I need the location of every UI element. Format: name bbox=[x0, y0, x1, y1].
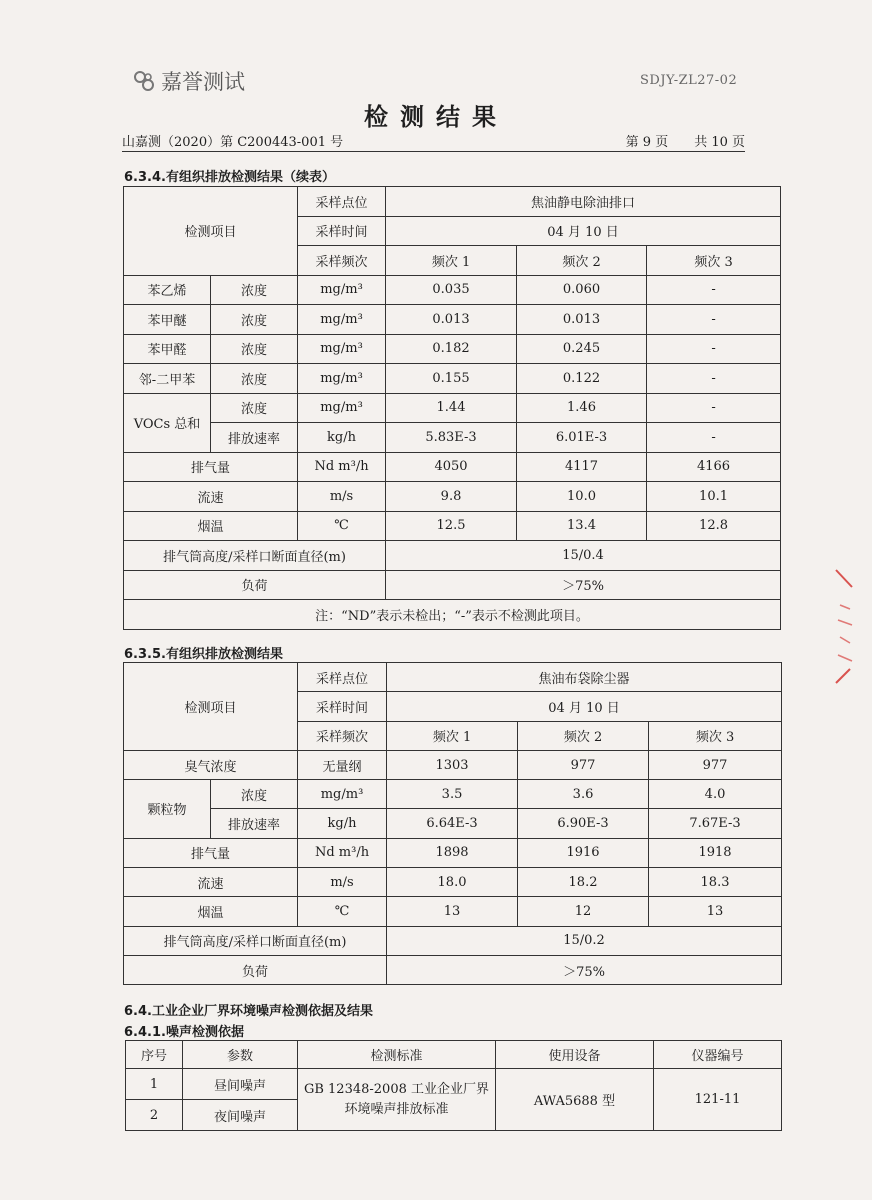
device: AWA5688 型 bbox=[496, 1069, 654, 1131]
parameter: 浓度 bbox=[211, 364, 298, 394]
value: 0.245 bbox=[517, 334, 647, 364]
value: 1303 bbox=[387, 750, 518, 779]
column-header: 检测标准 bbox=[298, 1041, 496, 1069]
parameter: 夜间噪声 bbox=[183, 1100, 298, 1131]
unit: mg/m³ bbox=[298, 780, 387, 809]
freq-header: 频次 2 bbox=[517, 246, 647, 276]
instrument-number: 121-11 bbox=[654, 1069, 782, 1131]
value: 6.01E-3 bbox=[517, 423, 647, 453]
table-row bbox=[124, 750, 782, 779]
item-name: 负荷 bbox=[124, 955, 387, 984]
item-name: 烟温 bbox=[124, 897, 298, 926]
table-row bbox=[124, 838, 782, 867]
table-row bbox=[124, 780, 782, 809]
value: 15/0.4 bbox=[386, 541, 781, 571]
table-row bbox=[124, 570, 781, 600]
value: ＞75% bbox=[386, 570, 781, 600]
table-row bbox=[124, 334, 781, 364]
column-header: 仪器编号 bbox=[654, 1041, 782, 1069]
value: 12.8 bbox=[647, 511, 781, 541]
unit: mg/m³ bbox=[298, 305, 386, 335]
table-row bbox=[124, 955, 782, 984]
table-row bbox=[124, 423, 781, 453]
table-row bbox=[124, 897, 782, 926]
pollutant-name: 颗粒物 bbox=[124, 780, 211, 839]
value: 10.0 bbox=[517, 482, 647, 512]
value: 13.4 bbox=[517, 511, 647, 541]
pollutant-name: 苯甲醚 bbox=[124, 305, 211, 335]
unit: mg/m³ bbox=[298, 393, 386, 423]
value: 1.44 bbox=[386, 393, 517, 423]
row-number: 2 bbox=[126, 1100, 183, 1131]
unit: Nd m³/h bbox=[298, 452, 386, 482]
freq-header: 频次 3 bbox=[649, 721, 782, 750]
value: 1898 bbox=[387, 838, 518, 867]
value: 0.035 bbox=[386, 275, 517, 305]
unit: mg/m³ bbox=[298, 364, 386, 394]
item-header: 检测项目 bbox=[124, 663, 298, 751]
row-label: 采样频次 bbox=[298, 721, 387, 750]
report-number: 山嘉测（2020）第 C200443-001 号 bbox=[122, 135, 344, 150]
row-label: 采样时间 bbox=[298, 216, 386, 246]
value: 1.46 bbox=[517, 393, 647, 423]
row-label: 采样点位 bbox=[298, 187, 386, 217]
parameter: 浓度 bbox=[211, 780, 298, 809]
table-row bbox=[124, 452, 781, 482]
value: 0.182 bbox=[386, 334, 517, 364]
test-standard: GB 12348-2008 工业企业厂界环境噪声排放标准 bbox=[298, 1069, 496, 1131]
pollutant-name: 苯乙烯 bbox=[124, 275, 211, 305]
value: 12 bbox=[518, 897, 649, 926]
table-row bbox=[124, 393, 781, 423]
value: 977 bbox=[518, 750, 649, 779]
item-name: 流速 bbox=[124, 482, 298, 512]
table-row bbox=[124, 868, 782, 897]
freq-header: 频次 1 bbox=[386, 246, 517, 276]
value: - bbox=[647, 334, 781, 364]
report-info-line bbox=[122, 131, 745, 150]
item-name: 排气量 bbox=[124, 838, 298, 867]
value: 10.1 bbox=[647, 482, 781, 512]
unit: kg/h bbox=[298, 809, 387, 838]
value: - bbox=[647, 393, 781, 423]
subsection-title: 6.4.1.噪声检测依据 bbox=[124, 1025, 244, 1040]
parameter: 排放速率 bbox=[211, 423, 298, 453]
section-title: 6.4.工业企业厂界环境噪声检测依据及结果 bbox=[124, 1004, 373, 1019]
value: 13 bbox=[649, 897, 782, 926]
item-header: 检测项目 bbox=[124, 187, 298, 276]
document-code: SDJY-ZL27-02 bbox=[640, 73, 738, 88]
value: 3.6 bbox=[518, 780, 649, 809]
unit: kg/h bbox=[298, 423, 386, 453]
item-name: 臭气浓度 bbox=[124, 750, 298, 779]
page-number: 第 9 页 共 10 页 bbox=[625, 135, 745, 150]
row-label: 采样时间 bbox=[298, 692, 387, 721]
unit: mg/m³ bbox=[298, 275, 386, 305]
parameter: 浓度 bbox=[211, 393, 298, 423]
unit: mg/m³ bbox=[298, 334, 386, 364]
unit: m/s bbox=[298, 868, 387, 897]
value: 6.90E-3 bbox=[518, 809, 649, 838]
table-row bbox=[124, 541, 781, 571]
unit: ℃ bbox=[298, 897, 387, 926]
value: 15/0.2 bbox=[387, 926, 782, 955]
parameter: 排放速率 bbox=[211, 809, 298, 838]
unit: ℃ bbox=[298, 511, 386, 541]
table-row bbox=[126, 1069, 782, 1100]
item-name: 烟温 bbox=[124, 511, 298, 541]
value: 4.0 bbox=[649, 780, 782, 809]
row-label: 采样点位 bbox=[298, 663, 387, 692]
pollutant-name: VOCs 总和 bbox=[124, 393, 211, 452]
value: 18.3 bbox=[649, 868, 782, 897]
value: 13 bbox=[387, 897, 518, 926]
table-row bbox=[124, 926, 782, 955]
row-number: 1 bbox=[126, 1069, 183, 1100]
value: 4166 bbox=[647, 452, 781, 482]
sampling-point: 焦油静电除油排口 bbox=[386, 187, 781, 217]
unit: Nd m³/h bbox=[298, 838, 387, 867]
seal-stamp-icon bbox=[830, 565, 860, 695]
item-name: 流速 bbox=[124, 868, 298, 897]
unit: m/s bbox=[298, 482, 386, 512]
pollutant-name: 苯甲醛 bbox=[124, 334, 211, 364]
item-name: 排气量 bbox=[124, 452, 298, 482]
value: 0.155 bbox=[386, 364, 517, 394]
value: - bbox=[647, 423, 781, 453]
parameter: 昼间噪声 bbox=[183, 1069, 298, 1100]
table-row bbox=[124, 511, 781, 541]
sampling-date: 04 月 10 日 bbox=[387, 692, 782, 721]
emission-results-table-1 bbox=[123, 186, 781, 630]
table-row bbox=[124, 275, 781, 305]
item-name: 排气筒高度/采样口断面直径(m) bbox=[124, 926, 387, 955]
value: 12.5 bbox=[386, 511, 517, 541]
freq-header: 频次 2 bbox=[518, 721, 649, 750]
value: 18.0 bbox=[387, 868, 518, 897]
item-name: 负荷 bbox=[124, 570, 386, 600]
column-header: 参数 bbox=[183, 1041, 298, 1069]
pollutant-name: 邻-二甲苯 bbox=[124, 364, 211, 394]
row-label: 采样频次 bbox=[298, 246, 386, 276]
value: 0.122 bbox=[517, 364, 647, 394]
value: 1918 bbox=[649, 838, 782, 867]
value: 3.5 bbox=[387, 780, 518, 809]
value: 6.64E-3 bbox=[387, 809, 518, 838]
value: 977 bbox=[649, 750, 782, 779]
unit: 无量纲 bbox=[298, 750, 387, 779]
value: 4117 bbox=[517, 452, 647, 482]
column-header: 使用设备 bbox=[496, 1041, 654, 1069]
parameter: 浓度 bbox=[211, 275, 298, 305]
value: 18.2 bbox=[518, 868, 649, 897]
logo-text: 嘉誉测试 bbox=[161, 70, 245, 94]
value: 0.060 bbox=[517, 275, 647, 305]
parameter: 浓度 bbox=[211, 305, 298, 335]
value: 5.83E-3 bbox=[386, 423, 517, 453]
header-divider bbox=[122, 151, 745, 152]
value: 4050 bbox=[386, 452, 517, 482]
parameter: 浓度 bbox=[211, 334, 298, 364]
value: ＞75% bbox=[387, 955, 782, 984]
item-name: 排气筒高度/采样口断面直径(m) bbox=[124, 541, 386, 571]
table-row bbox=[124, 482, 781, 512]
value: - bbox=[647, 305, 781, 335]
table-row bbox=[124, 809, 782, 838]
freq-header: 频次 3 bbox=[647, 246, 781, 276]
value: 0.013 bbox=[517, 305, 647, 335]
value: 9.8 bbox=[386, 482, 517, 512]
section-title: 6.3.4.有组织排放检测结果（续表） bbox=[124, 170, 335, 185]
value: - bbox=[647, 364, 781, 394]
page-title: 检测结果 bbox=[364, 103, 508, 131]
sampling-point: 焦油布袋除尘器 bbox=[387, 663, 782, 692]
emission-results-table-2 bbox=[123, 662, 782, 985]
section-title: 6.3.5.有组织排放检测结果 bbox=[124, 647, 283, 662]
logo-icon bbox=[133, 70, 155, 92]
table-row bbox=[124, 364, 781, 394]
value: 1916 bbox=[518, 838, 649, 867]
column-header: 序号 bbox=[126, 1041, 183, 1069]
table-row bbox=[124, 600, 781, 630]
value: 7.67E-3 bbox=[649, 809, 782, 838]
freq-header: 频次 1 bbox=[387, 721, 518, 750]
company-logo bbox=[133, 66, 245, 96]
sampling-date: 04 月 10 日 bbox=[386, 216, 781, 246]
noise-basis-table bbox=[125, 1040, 782, 1131]
value: 0.013 bbox=[386, 305, 517, 335]
table-note: 注：“ND”表示未检出；“-”表示不检测此项目。 bbox=[124, 600, 781, 630]
table-row bbox=[124, 305, 781, 335]
value: - bbox=[647, 275, 781, 305]
